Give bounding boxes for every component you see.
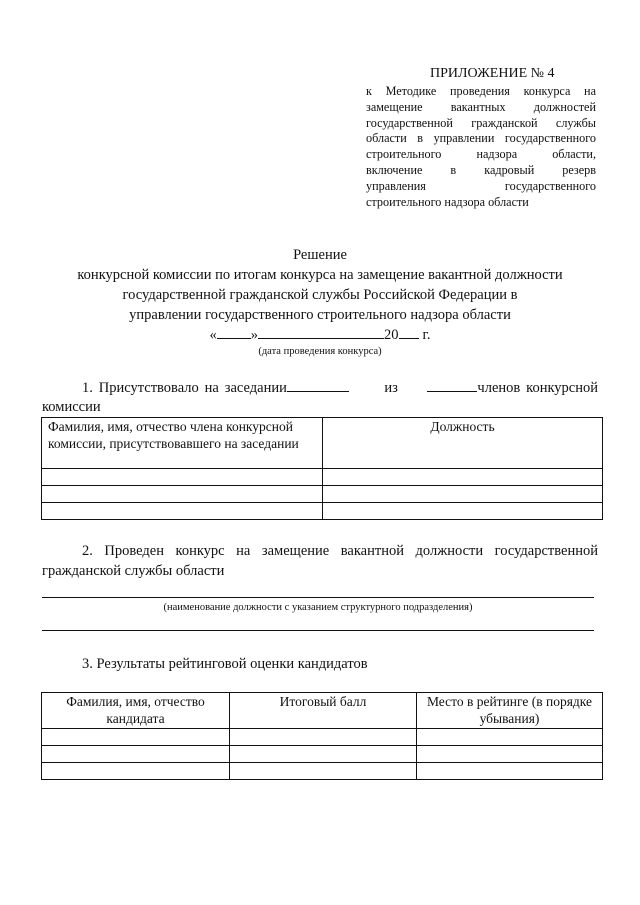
date-line bbox=[40, 324, 600, 344]
position-cell[interactable] bbox=[323, 503, 603, 520]
position-name-caption: (наименование должности с указанием структурного подразделения) bbox=[163, 602, 473, 613]
heading-line-3: управлении государственного строительного надзора области bbox=[129, 307, 511, 323]
section1-of-label: из bbox=[384, 380, 398, 396]
rank-cell[interactable] bbox=[417, 729, 603, 746]
column-header-position: Должность bbox=[323, 418, 603, 469]
year-suffix: г. bbox=[422, 327, 431, 343]
appendix-title: ПРИЛОЖЕНИЕ № 4 bbox=[430, 66, 555, 81]
date-open-quote: « bbox=[209, 327, 217, 343]
appendix-line: строительного надзора области bbox=[366, 194, 529, 209]
candidate-cell[interactable] bbox=[42, 729, 230, 746]
table-row bbox=[42, 746, 603, 763]
section1-text bbox=[42, 377, 598, 397]
score-cell[interactable] bbox=[230, 729, 417, 746]
column-header-score: Итоговый балл bbox=[230, 693, 417, 729]
appendix-description bbox=[366, 84, 596, 210]
appendix-line: государственной гражданской службы bbox=[366, 115, 596, 130]
date-close-quote: » bbox=[250, 327, 259, 343]
appendix-line: строительного надзора области, bbox=[366, 147, 596, 162]
month-blank bbox=[258, 324, 384, 339]
section3-title: 3. Результаты рейтинговой оценки кандидатов bbox=[82, 656, 368, 672]
table-row bbox=[42, 469, 603, 486]
position-name-line-2 bbox=[42, 630, 594, 631]
candidate-cell[interactable] bbox=[42, 763, 230, 780]
column-header-rank: Место в рейтинге (в порядке убывания) bbox=[417, 693, 603, 729]
heading-line-2: государственной гражданской службы Российской Федерации в bbox=[122, 287, 518, 303]
column-header-member: Фамилия, имя, отчество члена конкурсной комиссии, присутствовавшего на заседании bbox=[42, 418, 323, 469]
section2-line-2: гражданской службы области bbox=[42, 563, 225, 579]
member-cell[interactable] bbox=[42, 469, 323, 486]
year-prefix: 20 bbox=[384, 327, 399, 343]
rank-cell[interactable] bbox=[417, 763, 603, 780]
position-name-line bbox=[42, 597, 594, 598]
date-caption: (дата проведения конкурса) bbox=[258, 346, 382, 357]
section2-line-1: 2. Проведен конкурс на замещение вакантной должности государственной bbox=[82, 543, 598, 559]
section1-members-label: членов конкурсной bbox=[477, 380, 599, 396]
column-header-candidate: Фамилия, имя, отчество кандидата bbox=[42, 693, 230, 729]
appendix-line: области в управлении государственного bbox=[366, 131, 596, 146]
table-row bbox=[42, 763, 603, 780]
member-cell[interactable] bbox=[42, 503, 323, 520]
table-row bbox=[42, 729, 603, 746]
appendix-line: включение в кадровый резерв bbox=[366, 162, 596, 177]
section1-present-label: 1. Присутствовало на заседании bbox=[82, 380, 287, 396]
appendix-line: к Методике проведения конкурса на bbox=[366, 84, 596, 98]
table-row bbox=[42, 503, 603, 520]
table-row bbox=[42, 486, 603, 503]
section1-line bbox=[42, 377, 598, 397]
rank-cell[interactable] bbox=[417, 746, 603, 763]
rating-table bbox=[41, 692, 603, 780]
document-title: Решение bbox=[293, 247, 347, 263]
position-cell[interactable] bbox=[323, 486, 603, 503]
commission-table bbox=[41, 417, 603, 520]
heading-line-1: конкурсной комиссии по итогам конкурса на замещение вакантной должности bbox=[77, 267, 563, 283]
section1-line-2: комиссии bbox=[42, 399, 101, 415]
section2-text bbox=[42, 541, 598, 581]
member-cell[interactable] bbox=[42, 486, 323, 503]
year-blank bbox=[399, 324, 419, 339]
position-cell[interactable] bbox=[323, 469, 603, 486]
score-cell[interactable] bbox=[230, 763, 417, 780]
table-header-row bbox=[42, 693, 603, 729]
present-count-blank bbox=[287, 377, 349, 392]
appendix-line: управления государственного bbox=[366, 178, 596, 193]
total-count-blank bbox=[427, 377, 477, 392]
appendix-line: замещение вакантных должностей bbox=[366, 99, 596, 114]
score-cell[interactable] bbox=[230, 746, 417, 763]
day-blank bbox=[217, 324, 251, 339]
candidate-cell[interactable] bbox=[42, 746, 230, 763]
table-header-row bbox=[42, 418, 603, 469]
